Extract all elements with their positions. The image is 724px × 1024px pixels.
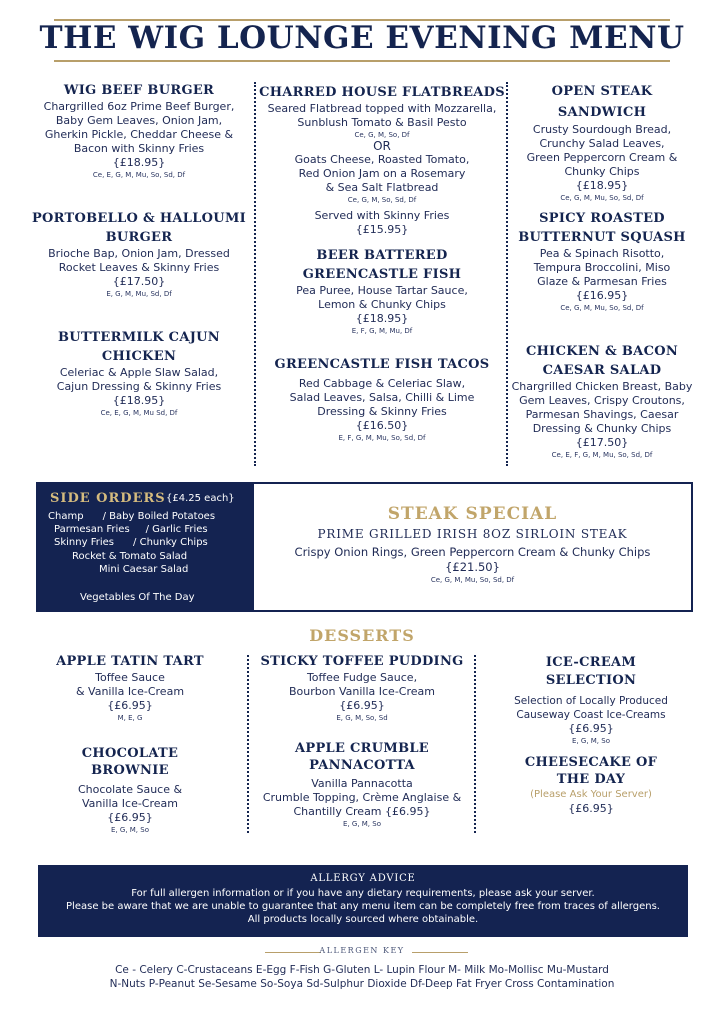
- item-name: CHEESECAKE OF THE DAY: [524, 755, 658, 787]
- menu-item-greencastle-fish-tacos: [258, 355, 506, 443]
- steak-special-title: STEAK SPECIAL: [387, 504, 558, 524]
- item-name: CHOCOLATE BROWNIE: [81, 746, 179, 778]
- item-or-divider: OR: [373, 139, 391, 153]
- allergen-key-rule-right: [412, 952, 468, 953]
- dessert-cheesecake-of-the-day: [496, 754, 686, 816]
- menu-item-wig-beef-burger: [30, 81, 248, 180]
- dessert-divider-right: [474, 655, 476, 833]
- item-name: BUTTERMILK CAJUN CHICKEN: [58, 330, 220, 364]
- item-price: {£6.95}: [568, 802, 614, 815]
- item-desc: Chargrilled Chicken Breast, Baby Gem Leaves, Crispy Croutons, Parmesan Shavings, Caesar Dressing & Chunky Chips: [511, 380, 693, 435]
- menu-item-charred-house-flatbreads: [258, 83, 506, 237]
- side-order-line: Rocket & Tomato Salad: [72, 551, 188, 562]
- item-name: STICKY TOFFEE PUDDING: [260, 654, 464, 669]
- item-desc: Vanilla Pannacotta Crumble Topping, Crème Anglaise & Chantilly Cream {£6.95}: [262, 777, 462, 818]
- item-note: (Please Ask Your Server): [530, 789, 652, 800]
- menu-item-beer-battered-fish: [258, 246, 506, 336]
- item-desc: Pea Puree, House Tartar Sauce, Lemon & Chunky Chips: [296, 284, 468, 311]
- steak-special-allergens: Ce, G, M, Mu, So, Sd, Df: [430, 576, 515, 584]
- side-order-line: Champ / Baby Boiled Potatoes: [48, 511, 216, 522]
- item-price: {£16.95}: [575, 289, 629, 302]
- item-name: SPICY ROASTED BUTTERNUT SQUASH: [518, 211, 686, 245]
- item-desc: Toffee Sauce & Vanilla Ice-Cream: [75, 671, 185, 698]
- side-order-line: Mini Caesar Salad: [99, 564, 189, 575]
- item-name: OPEN STEAK SANDWICH: [551, 84, 653, 120]
- item-allergens: Ce, E, F, G, M, Mu, So, Sd, Df: [551, 451, 653, 459]
- item-price: {£6.95}: [339, 699, 385, 712]
- item-price: {£17.50}: [575, 436, 629, 449]
- item-allergens: E, F, G, M, Mu, So, Sd, Df: [338, 434, 426, 442]
- item-price: {£18.95}: [355, 312, 409, 325]
- item-desc-option-1: Seared Flatbread topped with Mozzarella, Sunblush Tomato & Basil Pesto: [267, 102, 497, 129]
- item-price: {£6.95}: [107, 699, 153, 712]
- item-allergens: E, G, M, So, Sd: [336, 714, 388, 722]
- page-title: THE WIG LOUNGE EVENING MENU: [39, 20, 685, 56]
- item-name: WIG BEEF BURGER: [63, 83, 215, 98]
- item-price: {£16.50}: [355, 419, 409, 432]
- allergy-advice-panel: [38, 865, 688, 937]
- item-served-note: Served with Skinny Fries: [314, 209, 450, 222]
- side-orders-price: {£4.25 each}: [166, 493, 235, 504]
- item-price: {£6.95}: [568, 722, 614, 735]
- dessert-apple-tatin-tart: [40, 652, 220, 723]
- item-allergens: Ce, G, M, Mu, So, Sd, Df: [560, 304, 644, 312]
- item-allergens-option-2: Ce, G, M, So, Sd, Df: [347, 196, 417, 204]
- item-price: {£18.95}: [112, 156, 166, 169]
- steak-special-price: {£21.50}: [445, 560, 500, 574]
- allergy-advice-line: All products locally sourced where obtainable.: [247, 914, 479, 925]
- item-desc: Celeriac & Apple Slaw Salad, Cajun Dressing & Skinny Fries: [56, 366, 222, 393]
- menu-item-chicken-bacon-caesar-salad: [508, 342, 696, 460]
- dessert-ice-cream-selection: [496, 654, 686, 746]
- steak-special-desc: Crispy Onion Rings, Green Peppercorn Cream & Chunky Chips: [294, 545, 651, 559]
- item-price: {£18.95}: [112, 394, 166, 407]
- item-name: CHICKEN & BACON CAESAR SALAD: [525, 344, 679, 378]
- side-orders-panel: [36, 482, 254, 612]
- item-allergens: Ce, G, M, Mu, So, Sd, Df: [560, 194, 644, 202]
- item-price: {£18.95}: [575, 179, 629, 192]
- item-price: {£15.95}: [355, 223, 409, 236]
- item-desc-option-2: Goats Cheese, Roasted Tomato, Red Onion Jam on a Rosemary & Sea Salt Flatbread: [294, 153, 470, 194]
- allergen-key-line: N-Nuts P-Peanut Se-Sesame So-Soya Sd-Sulphur Dioxide Df-Deep Fat Fryer Cross Contamination: [109, 978, 615, 990]
- menu-item-open-steak-sandwich: [508, 81, 696, 203]
- item-desc: Brioche Bap, Onion Jam, Dressed Rocket Leaves & Skinny Fries: [48, 247, 230, 274]
- item-price: {£17.50}: [112, 275, 166, 288]
- item-allergens: E, F, G, M, Mu, Df: [351, 327, 413, 335]
- allergy-advice-line: For full allergen information or if you have any dietary requirements, please ask your server.: [131, 888, 595, 899]
- item-allergens: E, G, M, Mu, Sd, Df: [106, 290, 172, 298]
- item-allergens: E, G, M, So: [343, 820, 381, 828]
- item-name: APPLE CRUMBLE PANNACOTTA: [294, 741, 430, 773]
- item-name: ICE-CREAM SELECTION: [545, 655, 637, 688]
- item-desc: Selection of Locally Produced Causeway Coast Ice-Creams: [514, 695, 668, 721]
- item-desc: Toffee Fudge Sauce, Bourbon Vanilla Ice-Cream: [289, 671, 435, 698]
- menu-item-buttermilk-cajun-chicken: [30, 328, 248, 418]
- item-allergens: Ce, E, G, M, Mu Sd, Df: [100, 409, 178, 417]
- item-desc: Chocolate Sauce & Vanilla Ice-Cream: [77, 783, 183, 810]
- item-desc: Crusty Sourdough Bread, Crunchy Salad Leaves, Green Peppercorn Cream & Chunky Chips: [526, 123, 678, 178]
- dessert-sticky-toffee-pudding: [250, 652, 474, 723]
- item-name: CHARRED HOUSE FLATBREADS: [259, 85, 505, 100]
- side-order-line: Parmesan Fries / Garlic Fries: [54, 524, 208, 535]
- title-bottom-rule: [54, 60, 670, 62]
- steak-special-subtitle: PRIME GRILLED IRISH 8OZ SIRLOIN STEAK: [317, 527, 628, 541]
- divider-left: [254, 82, 256, 466]
- desserts-title: DESSERTS: [309, 626, 415, 645]
- item-desc: Red Cabbage & Celeriac Slaw, Salad Leaves, Salsa, Chilli & Lime Dressing & Skinny Fries: [289, 377, 475, 418]
- steak-special-panel: [254, 482, 693, 612]
- item-allergens-option-1: Ce, G, M, So, Df: [354, 131, 410, 139]
- item-allergens: E, G, M, So: [111, 826, 149, 834]
- menu-item-portobello-halloumi-burger: [30, 209, 248, 299]
- side-orders-title: SIDE ORDERS: [50, 491, 166, 506]
- menu-item-spicy-roasted-butternut-squash: [508, 209, 696, 313]
- item-desc: Pea & Spinach Risotto, Tempura Broccolini, Miso Glaze & Parmesan Fries: [533, 247, 671, 288]
- dessert-chocolate-brownie: [40, 745, 220, 835]
- dessert-apple-crumble-pannacotta: [250, 740, 474, 829]
- item-desc: Chargrilled 6oz Prime Beef Burger, Baby Gem Leaves, Onion Jam, Gherkin Pickle, Cheddar Cheese & Bacon with Skinny Fries: [43, 100, 235, 155]
- item-name: GREENCASTLE FISH TACOS: [274, 357, 490, 372]
- item-allergens: M, E, G: [117, 714, 143, 722]
- side-order-line: Skinny Fries / Chunky Chips: [54, 537, 208, 548]
- allergy-advice-line: Please be aware that we are unable to guarantee that any menu item can be completely free from traces of allergens.: [66, 901, 660, 912]
- side-order-line: Vegetables Of The Day: [80, 592, 195, 603]
- item-name: PORTOBELLO & HALLOUMI BURGER: [31, 211, 247, 245]
- item-allergens: Ce, E, G, M, Mu, So, Sd, Df: [92, 171, 186, 179]
- item-price: {£6.95}: [107, 811, 153, 824]
- allergen-key-line: Ce - Celery C-Crustaceans E-Egg F-Fish G-Gluten L- Lupin Flour M- Milk Mo-Mollisc Mu-Mustard: [115, 964, 609, 976]
- dessert-divider-left: [247, 655, 249, 833]
- allergy-advice-title: ALLERGY ADVICE: [310, 873, 416, 884]
- allergen-key-title: ALLERGEN KEY: [319, 946, 405, 955]
- item-name: BEER BATTERED GREENCASTLE FISH: [302, 248, 462, 282]
- item-name: APPLE TATIN TART: [56, 654, 204, 669]
- item-allergens: E, G, M, So: [572, 737, 610, 745]
